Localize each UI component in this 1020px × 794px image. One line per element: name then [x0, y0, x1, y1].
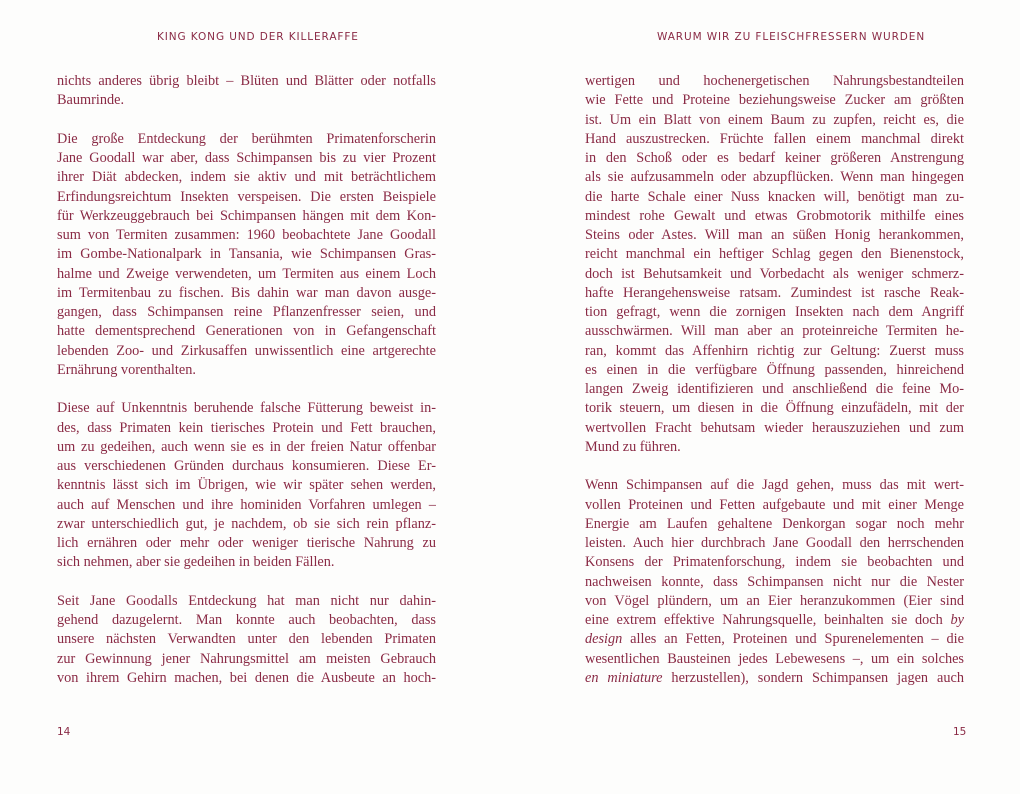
text-line: Energie am Laufen gehaltene Denkorgan sogar noch mehr: [585, 515, 964, 532]
text-run: herzustellen), sondern Schimpansen jagen auch: [662, 669, 964, 686]
text-line: nachweisen konnte, dass Schimpansen nicht nur die Nester: [585, 573, 964, 590]
text-line: hatte dementsprechend Generationen von in Gefangenschaft: [57, 323, 436, 340]
text-line: ran, kommt das Affenhirn richtig zur Geltung: Zuerst muss: [585, 342, 964, 359]
text-line: doch ist Behutsamkeit und Vorbedacht als weniger schmerz-: [585, 265, 964, 282]
italic-run: en miniature: [585, 669, 663, 686]
text-line: des, dass Primaten kein tierisches Protein und Fett brauchen,: [57, 419, 436, 436]
text-line: Mund zu führen.: [585, 438, 681, 455]
text-line: aus verschiedenen Gründen durchaus konsumieren. Diese Er-: [57, 458, 436, 474]
text-line: Wenn Schimpansen auf die Jagd gehen, muss das mit wert-: [585, 477, 964, 494]
right-page-number: 15: [953, 726, 967, 738]
text-line: kenntnis lässt sich im Übrigen, wie wir später sehen werden,: [57, 477, 436, 494]
text-line: gangen, dass Schimpansen reine Pflanzenfresser seien, und: [57, 304, 436, 320]
text-line: Baumrinde.: [57, 92, 125, 109]
italic-run: design: [585, 631, 623, 648]
text-line: zur Gewinnung jener Nahrungsmittel am meisten Gebrauch: [57, 650, 436, 667]
text-line: [585, 611, 964, 630]
text-line: vollen Proteinen und Fetten aufgebaute und mit einer Menge: [585, 496, 964, 513]
text-line: mindest rohe Gewalt und etwas Grobmotorik mithilfe eines: [585, 207, 964, 224]
text-line: lich ernähren oder mehr oder weniger tierische Nahrung zu: [57, 535, 436, 551]
left-body-text: [57, 72, 436, 688]
text-line: langen Zweig identifizieren und anschließend die feine Mo-: [585, 381, 964, 397]
text-line: Ernährung vorenthalten.: [57, 361, 196, 378]
text-line: in den Schoß oder es bedarf keiner größeren Anstrengung: [585, 150, 964, 166]
text-line: ihrer Diät abdecken, indem sie aktiv und mit beträchtlichem: [57, 169, 436, 186]
text-line: wie Fette und Proteine beziehungsweise Zucker am größten: [585, 92, 964, 109]
text-line: als sie aufzusammeln oder abzupflücken. Wenn man hingegen: [585, 169, 964, 186]
text-line: zwar unterschiedlich gut, je nachdem, ob sie sich rein pflanz-: [57, 515, 436, 532]
text-line: unsere nächsten Verwandten unter den lebenden Primaten: [57, 631, 436, 648]
left-running-head: KING KONG UND DER KILLERAFFE: [157, 31, 359, 43]
right-page: [510, 0, 1020, 794]
text-line: Konsens der Primatenforschung, indem sie beobachten und: [585, 554, 964, 571]
text-line: es einen in die verfügbare Öffnung passenden, hinreichend: [585, 361, 964, 378]
text-line: halme und Zweige verwendeten, um Termiten aus einem Loch: [57, 265, 436, 282]
text-line: um zu gedeihen, auch wenn sie es in der freien Natur offenbar: [57, 438, 436, 455]
text-line: sum von Termiten zusammen: 1960 beobachtete Jane Goodall: [57, 227, 436, 243]
text-line: leisten. Auch hier durchbrach Jane Goodall den herrschenden: [585, 535, 964, 551]
text-run: eine extrem effektive Nahrungsquelle, beinhalten sie doch: [585, 612, 951, 628]
text-line: ist. Um ein Blatt von einem Baum zu zupfen, reicht es, die: [585, 111, 964, 128]
text-line: wertigen und hochenergetischen Nahrungsbestandteilen: [585, 73, 964, 89]
right-body-text: [585, 72, 964, 688]
text-line: Jane Goodall war aber, dass Schimpansen bis zu vier Prozent: [57, 150, 436, 166]
text-line: sich nehmen, aber sie gedeihen in beiden Fällen.: [57, 554, 335, 571]
text-line: nichts anderes übrig bleibt – Blüten und Blätter oder notfalls: [57, 73, 436, 89]
text-line: lebenden Zoo- und Zirkusaffen unwissentlich eine artgerechte: [57, 342, 436, 359]
text-line: auch auf Menschen und ihre hominiden Vorfahren umlegen –: [57, 496, 436, 513]
text-line: tion gefragt, wenn die zornigen Insekten nach dem Angriff: [585, 304, 964, 320]
text-line: wesentlichen Bausteinen jedes Lebewesens –, um ein solches: [585, 650, 964, 667]
italic-run: by: [950, 612, 964, 628]
text-line: von Vögel plündern, um an Eier heranzukommen (Eier sind: [585, 592, 964, 609]
text-line: [585, 630, 964, 649]
text-line: im Termitenbau zu fischen. Bis dahin war man davon ausge-: [57, 284, 436, 301]
text-line: Steins oder Astes. Will man an süßen Honig herankommen,: [585, 227, 964, 243]
right-running-head: WARUM WIR ZU FLEISCHFRESSERN WURDEN: [657, 31, 926, 43]
text-line: im Gombe-Nationalpark in Tansania, wie Schimpansen Gras-: [57, 246, 436, 263]
text-line: hafte Herangehensweise ratsam. Zumindest ist rasche Reak-: [585, 284, 964, 301]
text-line: Seit Jane Goodalls Entdeckung hat man nicht nur dahin-: [57, 592, 436, 609]
text-line: gehend dazugelernt. Man konnte auch beobachten, dass: [57, 612, 436, 628]
left-page-number: 14: [57, 726, 71, 738]
text-line: von ihrem Gehirn machen, bei denen die Ausbeute an hoch-: [57, 669, 436, 686]
text-line: Die große Entdeckung der berühmten Primatenforscherin: [57, 130, 436, 147]
text-line: Erfindungsreichtum Insekten verspeisen. Die ersten Beispiele: [57, 188, 436, 205]
text-line: wertvollen Fracht behutsam wieder herauszuziehen und zum: [585, 419, 964, 436]
text-line: Hand auszustrecken. Früchte fallen einem manchmal direkt: [585, 130, 964, 147]
text-run: alles an Fetten, Proteinen und Spurenelementen – die: [622, 631, 964, 648]
text-line: für Werkzeuggebrauch bei Schimpansen hängen mit dem Kon-: [57, 207, 436, 224]
text-line: reicht manchmal ein heftiger Schlag gegen den Bienenstock,: [585, 246, 964, 263]
text-line: Diese auf Unkenntnis beruhende falsche Fütterung beweist in-: [57, 400, 436, 417]
text-line: die harte Schale einer Nuss knacken will, benötigt man zu-: [585, 188, 964, 205]
text-line: torik steuern, um diesen in die Öffnung einzufädeln, mit der: [585, 400, 964, 417]
text-line: ausschwärmen. Will man aber an proteinreiche Termiten he-: [585, 323, 964, 340]
text-line: [585, 669, 964, 688]
